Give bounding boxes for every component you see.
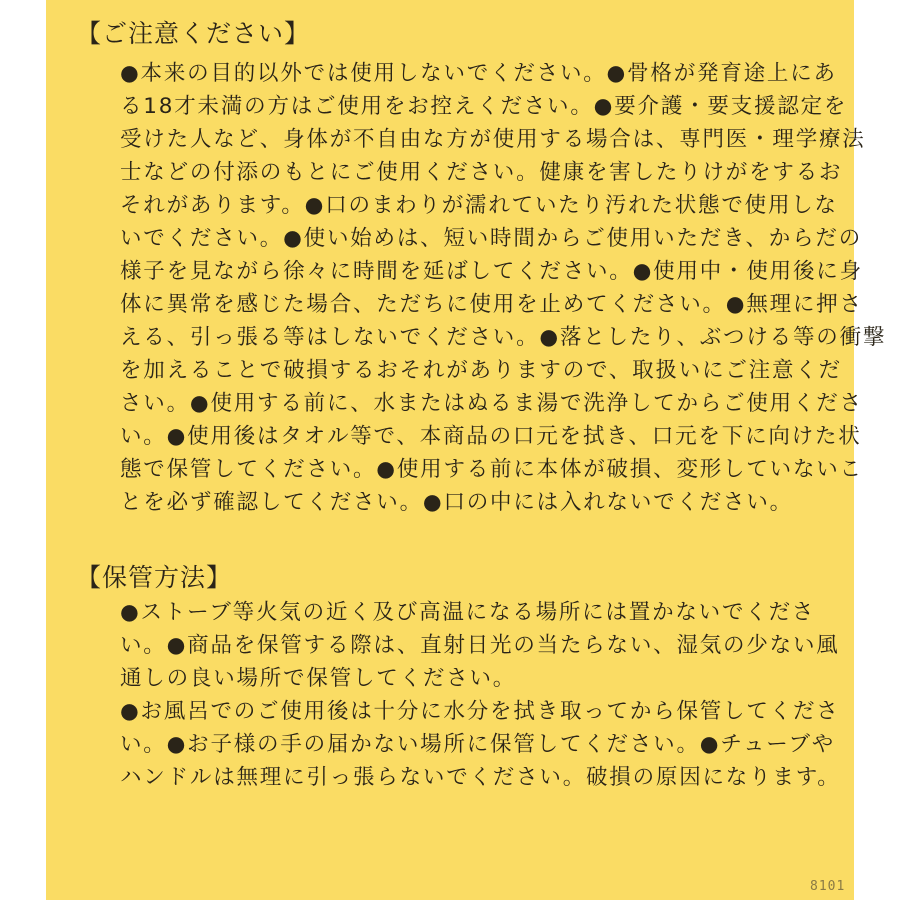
caution-line: それがあります。●口のまわりが濡れていたり汚れた状態で使用しな	[120, 193, 838, 218]
caution-line: 士などの付添のもとにご使用ください。健康を害したりけがをするお	[120, 160, 843, 185]
caution-line: 様子を見ながら徐々に時間を延ばしてください。●使用中・使用後に身	[120, 259, 863, 284]
storage-line: ●ストーブ等火気の近く及び高温になる場所には置かないでくださ	[120, 600, 816, 625]
storage-line: ハンドルは無理に引っ張らないでください。破損の原因になります。	[120, 765, 841, 790]
caution-line: いでください。●使い始めは、短い時間からご使用いただき、からだの	[120, 226, 863, 251]
caution-line: 受けた人など、身体が不自由な方が使用する場合は、専門医・理学療法	[120, 127, 866, 152]
caution-line: を加えることで破損するおそれがありますので、取扱いにご注意くだ	[120, 358, 842, 383]
storage-heading: 【保管方法】	[76, 563, 233, 592]
page-code: 8101	[810, 879, 846, 894]
storage-line: い。●商品を保管する際は、直射日光の当たらない、湿気の少ない風	[120, 633, 840, 658]
caution-heading: 【ご注意ください】	[76, 19, 311, 48]
caution-line: い。●使用後はタオル等で、本商品の口元を拭き、口元を下に向けた状	[120, 424, 862, 449]
caution-line: える、引っ張る等はしないでください。●落としたり、ぶつける等の衝撃	[120, 325, 887, 350]
caution-line: ●本来の目的以外では使用しないでください。●骨格が発育途上にあ	[120, 61, 837, 86]
caution-body	[120, 57, 886, 519]
caution-line: 体に異常を感じた場合、ただちに使用を止めてください。●無理に押さ	[120, 292, 863, 317]
storage-line: い。●お子様の手の届かない場所に保管してください。●チューブや	[120, 732, 836, 757]
caution-line: 態で保管してください。●使用する前に本体が破損、変形していないこ	[120, 457, 863, 482]
storage-line: 通しの良い場所で保管してください。	[120, 666, 517, 691]
storage-body	[120, 596, 841, 794]
caution-line: る18才未満の方はご使用をお控えください。●要介護・要支援認定を	[120, 94, 848, 119]
storage-line: ●お風呂でのご使用後は十分に水分を拭き取ってから保管してくださ	[120, 699, 840, 724]
caution-line: とを必ず確認してください。●口の中には入れないでください。	[120, 490, 793, 515]
caution-line: さい。●使用する前に、水またはぬるま湯で洗浄してからご使用くださ	[120, 391, 863, 416]
